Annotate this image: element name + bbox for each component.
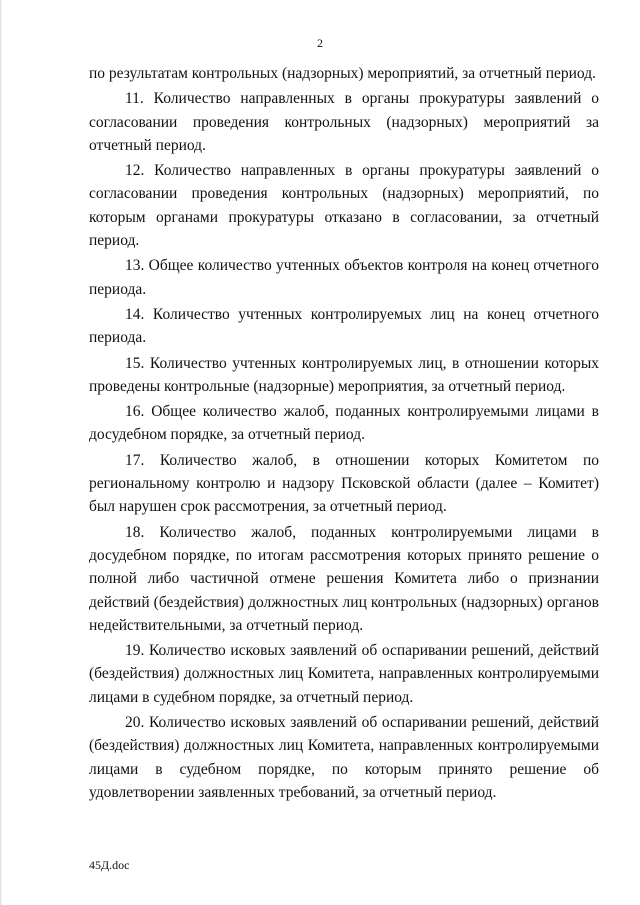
page-number: 2 <box>317 36 323 50</box>
paragraph-item-19: 19. Количество исковых заявлений об оспаривании решений, действий (бездействия) должностных лиц Комитета, направленных контролируемыми лицами в судебном порядке, за отчетный период. <box>89 642 599 706</box>
paragraph-item-17: 17. Количество жалоб, в отношении которых Комитетом по региональному контролю и надзору Псковской области (далее – Комитет) был нарушен срок рассмотрения, за отчетный период. <box>89 451 599 516</box>
paragraph-item-18: 18. Количество жалоб, поданных контролируемыми лицами в досудебном порядке, по итогам рассмотрения которых принято решение о полной либо частичной отмене решения Комитета либо о признании действий (бездействия) должностных лиц контрольных (надзорных) органов недействительными, за отчетный период. <box>89 523 599 634</box>
paragraph-item-16: 16. Общее количество жалоб, поданных контролируемыми лицами в досудебном порядке, за отчетный период. <box>89 403 599 444</box>
paragraph-item-20: 20. Количество исковых заявлений об оспаривании решений, действий (бездействия) должностных лиц Комитета, направленных контролируемыми лицами в судебном порядке, по которым принято решение об удовлетворении заявленных требований, за отчетный период. <box>89 714 599 801</box>
paragraph-item-13: 13. Общее количество учтенных объектов контроля на конец отчетного периода. <box>89 257 599 298</box>
paragraph-continuation: по результатам контрольных (надзорных) мероприятий, за отчетный период. <box>89 65 596 82</box>
document-body <box>89 62 599 804</box>
paragraph-item-11: 11. Количество направленных в органы прокуратуры заявлений о согласовании проведения контрольных (надзорных) мероприятий за отчетный период. <box>89 90 599 154</box>
scan-edge <box>0 0 2 905</box>
paragraph-item-12: 12. Количество направленных в органы прокуратуры заявлений о согласовании проведения контрольных (надзорных) мероприятий, по которым органами прокуратуры отказано в согласовании, за отчетный период. <box>89 162 599 250</box>
footer-filename: 45Д.doc <box>89 858 130 872</box>
paragraph-item-15: 15. Количество учтенных контролируемых лиц, в отношении которых проведены контрольные (надзорные) мероприятия, за отчетный период. <box>89 354 599 395</box>
paragraph-item-14: 14. Количество учтенных контролируемых лиц на конец отчетного периода. <box>89 305 599 347</box>
